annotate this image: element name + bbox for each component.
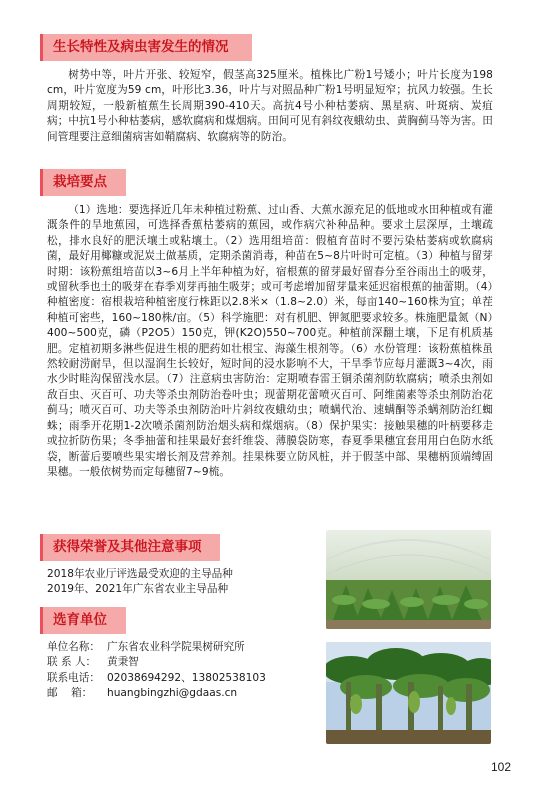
- unit-row: [47, 655, 266, 670]
- greenhouse-image: [326, 530, 491, 629]
- section-title-cultivation: 栽培要点: [40, 169, 126, 196]
- unit-info: [47, 640, 266, 702]
- unit-key: 邮 箱：: [47, 687, 93, 700]
- unit-value: 广东省农业科学院果树研究所: [107, 641, 245, 653]
- honors-list: [47, 567, 233, 598]
- honor-line: 2018年农业厅评选最受欢迎的主导品种: [47, 568, 233, 580]
- unit-row: [47, 686, 266, 701]
- unit-value: 黄秉智: [107, 656, 139, 669]
- unit-key: 联 系 人：: [47, 656, 97, 669]
- cultivation-paragraph: [47, 203, 493, 480]
- growth-paragraph: [47, 68, 493, 145]
- honor-line: 2019年、2021年广东省农业主导品种: [47, 583, 229, 596]
- banana-plants-photo: [326, 642, 491, 744]
- cultivation-text: （1）选地：要选择近几年未种植过粉蕉、过山香、大蕉水源充足的低地或水田种植或有灌溉条件的旱地蕉园，可选择香蕉枯萎病的蕉园，或作病穴补种品种。要求土层深厚，土壤疏松，排水良好的肥沃壤土或粘壤土。（2）选用组培苗：假植育苗时不要污染枯萎病或软腐病菌，最好用椰糠或泥炭土做基质，定期杀菌消毒，种苗在5~8片叶时可定植。（3）种植与留芽时期：该粉蕉组培苗以3~6月上半年种植为好，宿根蕉的留芽最好留春分至谷雨出土的吸芽，或留秋季也土的吸芽在春季刈芽再抽生吸芽；或可考虑增加留芽量来延迟宿根蕉的抽蕾期。（4）种植密度：宿根栽培种植密度行株距以2.8米×（1.8~2.0）米，每亩140~160株为宜；单茬种植可密些，160~180株/亩。（5）科学施肥：对有机肥、钾氮肥要求较多。株施肥量氮（N）400~500克，磷（P2O5）150克，钾(K2O)550~700克。种植前深翻土壤，下足有机质基肥。定植初期多淋些促进生根的肥药如壮根宝、海藻生根剂等。（6）水份管理：该粉蕉植株虽然较耐涝耐旱，但以湿润生长较好，短时间的浸水影响不大，干旱季节应每月灌溉3~4次，雨水少时畦沟保留浅水层。（7）注意病虫害防治：定期喷春雷王铜杀菌剂防软腐病；喷杀虫剂如敌百虫、灭百可、功夫等杀虫剂防治卷叶虫；现蕾期花蕾喷灭百可、阿维菌素等杀虫剂防治花蓟马；喷灭百可、功夫等杀虫剂防治叶片斜纹夜蛾幼虫；喷螨代治、速螨酮等杀螨剂防治红蜘蛛；雨季开花期1-2次喷杀菌剂防治烟头病和煤烟病。（8）保护果实：接触果穗的叶柄要移走或拉折防伤果；冬季抽蕾和挂果最好套纤维袋、薄膜袋防寒，春夏季果穗宜套用用白色防水纸袋，断蕾后要喷些果实增长剂及营养剂。挂果株要立防风桩，并于假茎中部、果穗柄顶端缚固果穗。一般依树势而定每穗留7~9梳。: [47, 204, 493, 478]
- page-number: 102: [490, 760, 511, 774]
- unit-key: 联系电话：: [47, 671, 100, 684]
- unit-value: 02038694292、13802538103: [107, 671, 266, 684]
- unit-row: [47, 640, 266, 655]
- greenhouse-photo: [326, 530, 491, 629]
- unit-key: 单位名称：: [47, 641, 100, 653]
- banana-plants-image: [326, 642, 491, 744]
- section-title-growth: 生长特性及病虫害发生的情况: [40, 34, 252, 61]
- unit-row: [47, 671, 266, 686]
- unit-value: huangbingzhi@gdaas.cn: [107, 687, 238, 700]
- section-title-unit: 选育单位: [40, 607, 126, 634]
- growth-text: 树势中等，叶片开张、较短窄，假茎高325厘米。植株比广粉1号矮小；叶片长度为198 cm，叶片宽度为59 cm，叶形比3.36，叶片与对照品种广粉1号明显短窄；抗风力较强。生长周期较短，一般新植蕉生长周期390-410天。高抗4号小种枯萎病、黑星病、叶斑病、炭疽病；中抗1号小种枯萎病，感软腐病和煤烟病。田间可见有斜纹夜蛾幼虫、黄胸蓟马等为害。田间管理要注意细菌病害如鞘腐病、软腐病等的防治。: [47, 69, 493, 143]
- section-title-honors: 获得荣誉及其他注意事项: [40, 534, 220, 561]
